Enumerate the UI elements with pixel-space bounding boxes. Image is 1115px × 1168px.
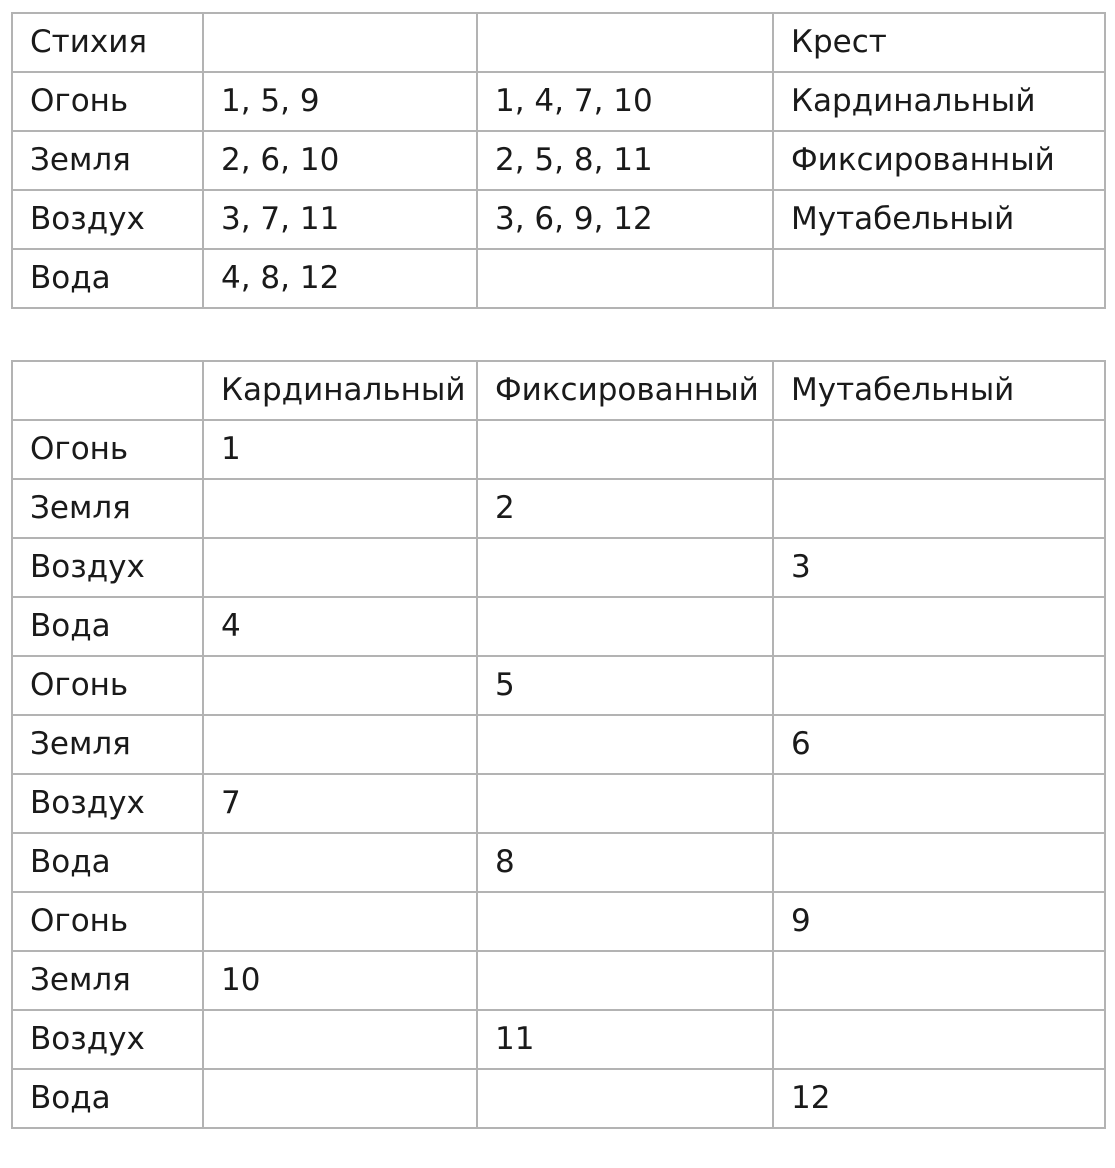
table-row bbox=[12, 190, 1105, 249]
table-cell: 1 bbox=[203, 420, 477, 479]
table-cell: 10 bbox=[203, 951, 477, 1010]
table-cell bbox=[477, 249, 773, 308]
table-cell: 12 bbox=[773, 1069, 1105, 1128]
table-cell: Огонь bbox=[12, 420, 203, 479]
table-row bbox=[12, 479, 1105, 538]
table-cell: 3 bbox=[773, 538, 1105, 597]
column-header: Фиксированный bbox=[477, 361, 773, 420]
crosses-table bbox=[11, 360, 1106, 1129]
table-cell bbox=[773, 597, 1105, 656]
elements-table bbox=[11, 12, 1106, 309]
table-cell bbox=[477, 951, 773, 1010]
table-cell bbox=[203, 656, 477, 715]
table-cell: 3, 6, 9, 12 bbox=[477, 190, 773, 249]
table-cell bbox=[477, 1069, 773, 1128]
table-cell: 2, 6, 10 bbox=[203, 131, 477, 190]
table-cell: Земля bbox=[12, 951, 203, 1010]
elements-table-body bbox=[12, 13, 1105, 308]
table-cell bbox=[203, 1069, 477, 1128]
column-header: Мутабельный bbox=[773, 361, 1105, 420]
crosses-table-body bbox=[12, 361, 1105, 1128]
table-cell bbox=[203, 13, 477, 72]
table-row bbox=[12, 420, 1105, 479]
table-cell: 7 bbox=[203, 774, 477, 833]
table-cell bbox=[773, 420, 1105, 479]
table-cell: 4 bbox=[203, 597, 477, 656]
table-cell: Воздух bbox=[12, 190, 203, 249]
table-cell bbox=[203, 892, 477, 951]
table-cell: Крест bbox=[773, 13, 1105, 72]
table-cell bbox=[203, 479, 477, 538]
table-cell: 2, 5, 8, 11 bbox=[477, 131, 773, 190]
table-cell bbox=[477, 597, 773, 656]
table-cell: Фиксированный bbox=[773, 131, 1105, 190]
table-row bbox=[12, 715, 1105, 774]
table-row bbox=[12, 72, 1105, 131]
table-cell: Огонь bbox=[12, 72, 203, 131]
table-row bbox=[12, 249, 1105, 308]
table-cell: Вода bbox=[12, 249, 203, 308]
column-header: Кардинальный bbox=[203, 361, 477, 420]
table-cell: 1, 5, 9 bbox=[203, 72, 477, 131]
table-cell: Стихия bbox=[12, 13, 203, 72]
table-cell bbox=[203, 538, 477, 597]
table-cell: 1, 4, 7, 10 bbox=[477, 72, 773, 131]
table-cell: 3, 7, 11 bbox=[203, 190, 477, 249]
table-cell bbox=[203, 833, 477, 892]
table-cell bbox=[203, 715, 477, 774]
table-cell: 11 bbox=[477, 1010, 773, 1069]
table-cell bbox=[477, 715, 773, 774]
table-cell bbox=[773, 951, 1105, 1010]
table-cell: 4, 8, 12 bbox=[203, 249, 477, 308]
table-cell bbox=[477, 538, 773, 597]
table-cell bbox=[773, 774, 1105, 833]
table-cell: Вода bbox=[12, 1069, 203, 1128]
table-row bbox=[12, 13, 1105, 72]
table-cell: Воздух bbox=[12, 538, 203, 597]
table-row bbox=[12, 1010, 1105, 1069]
table-cell bbox=[477, 13, 773, 72]
column-header bbox=[12, 361, 203, 420]
table-cell: Воздух bbox=[12, 1010, 203, 1069]
table-cell: Земля bbox=[12, 131, 203, 190]
table-row bbox=[12, 538, 1105, 597]
table-row bbox=[12, 131, 1105, 190]
table-row bbox=[12, 774, 1105, 833]
table-cell bbox=[773, 1010, 1105, 1069]
table-cell: Земля bbox=[12, 479, 203, 538]
table-cell: Кардинальный bbox=[773, 72, 1105, 131]
table-row bbox=[12, 951, 1105, 1010]
table-cell: Мутабельный bbox=[773, 190, 1105, 249]
table-cell bbox=[203, 1010, 477, 1069]
table-row bbox=[12, 656, 1105, 715]
table-cell bbox=[477, 774, 773, 833]
table-cell bbox=[477, 892, 773, 951]
table-row bbox=[12, 833, 1105, 892]
table-header-row bbox=[12, 361, 1105, 420]
table-cell bbox=[773, 833, 1105, 892]
table-cell: Вода bbox=[12, 597, 203, 656]
table-cell: 6 bbox=[773, 715, 1105, 774]
table-cell: Огонь bbox=[12, 892, 203, 951]
table-cell: 8 bbox=[477, 833, 773, 892]
table-row bbox=[12, 892, 1105, 951]
table-cell: Земля bbox=[12, 715, 203, 774]
table-cell: 5 bbox=[477, 656, 773, 715]
table-cell bbox=[773, 249, 1105, 308]
table-cell bbox=[477, 420, 773, 479]
table-cell: 2 bbox=[477, 479, 773, 538]
table-row bbox=[12, 1069, 1105, 1128]
table-row bbox=[12, 597, 1105, 656]
table-cell: Воздух bbox=[12, 774, 203, 833]
table-cell: 9 bbox=[773, 892, 1105, 951]
table-cell: Вода bbox=[12, 833, 203, 892]
table-cell: Огонь bbox=[12, 656, 203, 715]
table-cell bbox=[773, 479, 1105, 538]
table-cell bbox=[773, 656, 1105, 715]
